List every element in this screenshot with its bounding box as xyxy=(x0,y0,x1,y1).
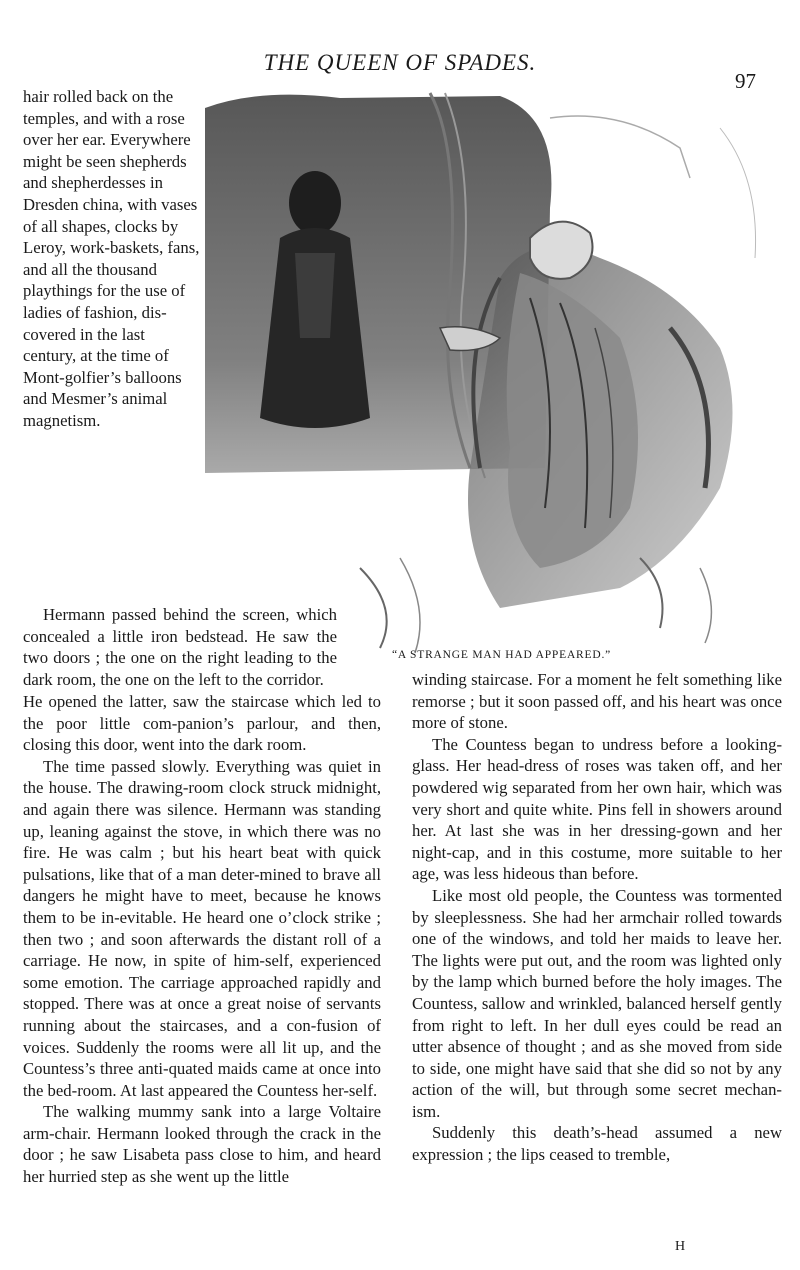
illustration-caption: “A STRANGE MAN HAD APPEARED.” xyxy=(392,649,612,661)
left-column-mid xyxy=(23,604,337,690)
signature-mark: H xyxy=(675,1239,686,1254)
paragraph: Like most old people, the Countess was tormented by sleeplessness. She had her armchair rolled towards one of the windows, and told her maids to leave her. The lights were put out, and the room was lighted only by the lamp which burned before the holy images. The Countess, sallow and wrinkled, balanced herself gently from right to left. In her dull eyes could be read an utter absence of thought ; and as she moved from side to side, one might have said that she did so not by any action of the will, but through some secret mechan-ism. xyxy=(412,885,782,1121)
running-head: THE QUEEN OF SPADES. xyxy=(263,50,537,75)
left-column-bottom xyxy=(23,691,381,1188)
engraving-old-countess-in-armchair-icon xyxy=(200,88,780,663)
paragraph: Hermann passed behind the screen, which concealed a little iron bedstead. He saw the two doors ; the one on the right leading to the dark room, the one on the left to the corridor. xyxy=(23,605,337,689)
paragraph: hair rolled back on the temples, and with a rose over her ear. Everywhere might be seen shepherds and shepherdesses in Dresden china, with vases of all shapes, clocks by Leroy, work-baskets, fans, and all the thousand playthings for the use of ladies of fashion, dis-covered in the last century, at the time of Mont-golfier’s balloons and Mesmer’s animal magnetism. xyxy=(23,87,200,430)
paragraph: Suddenly this death’s-head assumed a new expression ; the lips ceased to tremble, xyxy=(412,1123,782,1165)
left-column-top xyxy=(23,86,201,432)
illustration xyxy=(200,88,780,663)
paragraph: He opened the latter, saw the staircase which led to the poor little com-panion’s parlour, and then, closing this door, went into the dark room. xyxy=(23,692,381,755)
page-number: 97 xyxy=(735,69,756,93)
right-column xyxy=(412,669,782,1166)
paragraph: The walking mummy sank into a large Voltaire arm-chair. Hermann looked through the crack in the door ; he saw Lisabeta pass close to him, and heard her hurried step as she went up the little xyxy=(23,1102,381,1187)
paragraph: The time passed slowly. Everything was quiet in the house. The drawing-room clock struck midnight, and again there was silence. Hermann was standing up, leaning against the stove, in which there was no fire. He was calm ; but his heart beat with quick pulsations, like that of a man deter-mined to brave all dangers he might have to meet, because he knows them to be in-evitable. He heard one o’clock strike ; then two ; and soon afterwards the distant roll of a carriage. He now, in spite of him-self, experienced some emotion. The carriage approached rapidly and stopped. There was at once a great noise of servants running about the staircases, and a con-fusion of voices. Suddenly the rooms were all lit up, and the Countess’s three anti-quated maids came at once into the bed-room. At last appeared the Countess her-self. xyxy=(23,756,381,1100)
paragraph: The Countess began to undress before a looking-glass. Her head-dress of roses was taken off, and her powdered wig separated from her own hair, which was very short and quite white. Pins fell in showers around her. At last she was in her dressing-gown and her night-cap, and in this costume, more suitable to her age, was less hideous than before. xyxy=(412,734,782,884)
paragraph: winding staircase. For a moment he felt something like remorse ; but it soon passed off, and his heart was once more of stone. xyxy=(412,670,782,733)
